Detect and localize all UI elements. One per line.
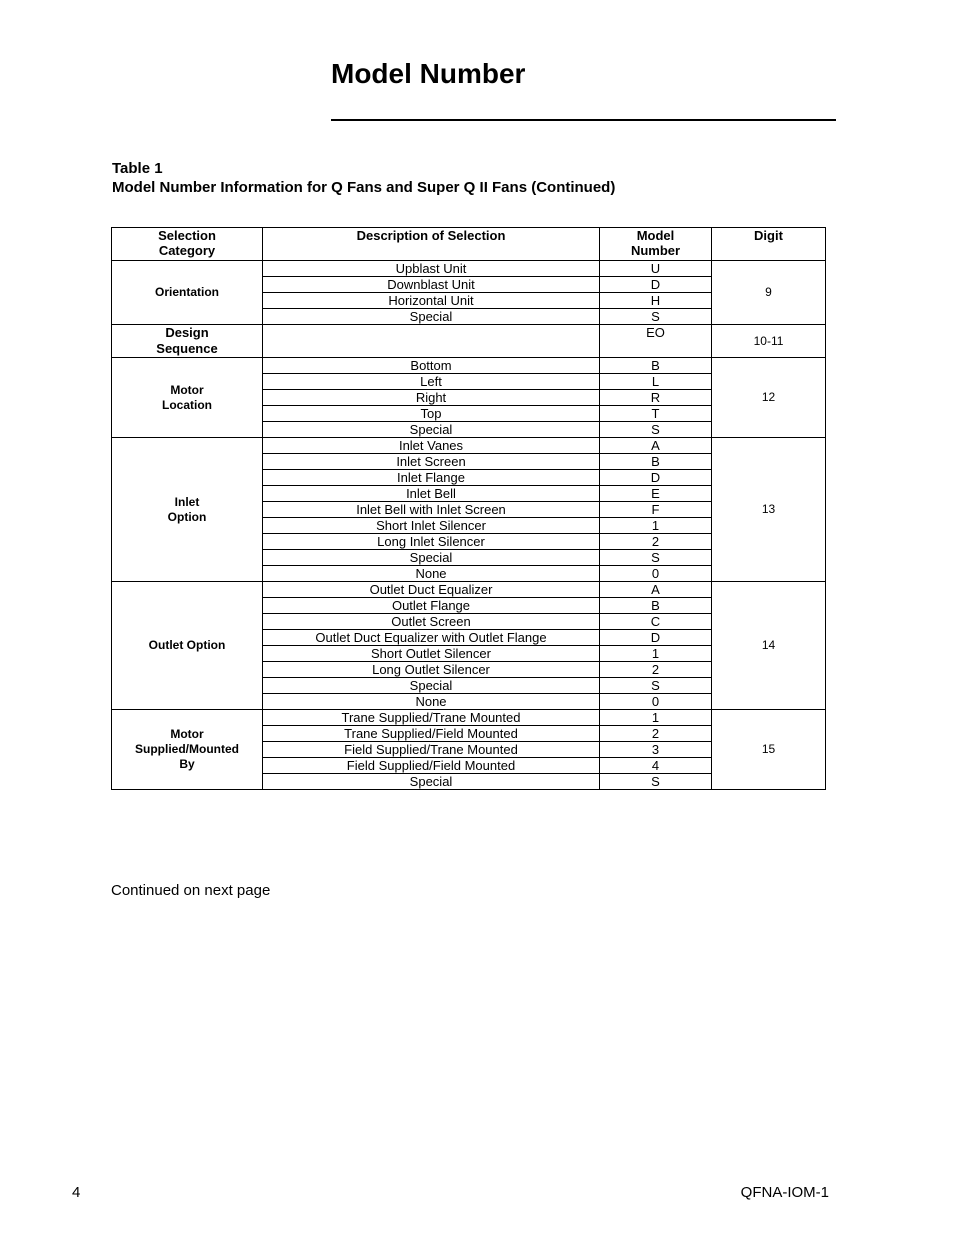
description-cell [263, 325, 600, 358]
model-code-cell: E [600, 486, 712, 502]
header-model-line: Model [636, 228, 675, 243]
description-cell: Outlet Duct Equalizer with Outlet Flange [263, 630, 600, 646]
table-label: Table 1 [112, 160, 163, 177]
model-code-cell: B [600, 358, 712, 374]
document-id: QFNA-IOM-1 [740, 1184, 829, 1201]
description-cell: Inlet Flange [263, 470, 600, 486]
model-code-cell: EO [600, 325, 712, 358]
category-line: Location [162, 397, 212, 412]
header-category-line: Selection [158, 228, 216, 243]
continued-note: Continued on next page [111, 882, 271, 899]
description-cell: Bottom [263, 358, 600, 374]
page-title: Model Number [331, 58, 526, 89]
model-code-cell: L [600, 374, 712, 390]
description-cell: Special [263, 678, 600, 694]
digit-cell: 13 [712, 438, 826, 582]
selection-category-cell [112, 710, 263, 790]
selection-category-cell [112, 261, 263, 325]
description-cell: Inlet Vanes [263, 438, 600, 454]
description-cell: Upblast Unit [263, 261, 600, 277]
header-selection-category [112, 228, 263, 261]
table-header-row [112, 228, 826, 261]
model-code-cell: 1 [600, 518, 712, 534]
description-cell: Special [263, 309, 600, 325]
table-row [112, 438, 826, 454]
category-line: Sequence [156, 341, 218, 356]
category-line: Supplied/Mounted [135, 742, 239, 756]
description-cell: Outlet Flange [263, 598, 600, 614]
description-cell: Top [263, 406, 600, 422]
description-cell: Field Supplied/Trane Mounted [263, 742, 600, 758]
category-line: Option [167, 509, 207, 524]
description-cell: Outlet Duct Equalizer [263, 582, 600, 598]
description-cell: Long Outlet Silencer [263, 662, 600, 678]
header-category-line: Category [158, 243, 216, 258]
description-cell: Short Inlet Silencer [263, 518, 600, 534]
model-code-cell: C [600, 614, 712, 630]
model-code-cell: F [600, 502, 712, 518]
category-line: Design [165, 325, 209, 340]
digit-cell: 14 [712, 582, 826, 710]
description-cell: None [263, 566, 600, 582]
table-row [112, 325, 826, 358]
description-cell: Downblast Unit [263, 277, 600, 293]
description-cell: Special [263, 774, 600, 790]
description-cell: Short Outlet Silencer [263, 646, 600, 662]
table-row [112, 710, 826, 726]
category-line: Motor [170, 382, 204, 397]
model-code-cell: H [600, 293, 712, 309]
category-line: By [179, 757, 195, 771]
category-line: Orientation [154, 285, 219, 299]
model-code-cell: S [600, 309, 712, 325]
model-code-cell: 1 [600, 646, 712, 662]
digit-cell: 10-11 [712, 325, 826, 358]
table-title: Model Number Information for Q Fans and Super Q II Fans (Continued) [112, 179, 616, 196]
selection-category-cell [112, 582, 263, 710]
description-cell: Special [263, 422, 600, 438]
model-code-cell: D [600, 630, 712, 646]
page-number: 4 [72, 1184, 81, 1201]
model-code-cell: S [600, 550, 712, 566]
model-code-cell: A [600, 438, 712, 454]
model-code-cell: 1 [600, 710, 712, 726]
digit-cell: 9 [712, 261, 826, 325]
header-description: Description of Selection [263, 228, 600, 261]
description-cell: Field Supplied/Field Mounted [263, 758, 600, 774]
table-row [112, 261, 826, 277]
header-model-line: Number [630, 243, 681, 258]
model-number-table [111, 227, 826, 790]
digit-cell: 12 [712, 358, 826, 438]
model-code-cell: T [600, 406, 712, 422]
model-code-cell: B [600, 598, 712, 614]
description-cell: Left [263, 374, 600, 390]
description-cell: Special [263, 550, 600, 566]
table-body [112, 261, 826, 790]
description-cell: Inlet Bell with Inlet Screen [263, 502, 600, 518]
description-cell: Trane Supplied/Trane Mounted [263, 710, 600, 726]
table-row [112, 358, 826, 374]
description-cell: Trane Supplied/Field Mounted [263, 726, 600, 742]
header-model-number [600, 228, 712, 261]
selection-category-cell [112, 325, 263, 358]
model-code-cell: 0 [600, 566, 712, 582]
description-cell: Long Inlet Silencer [263, 534, 600, 550]
model-code-cell: S [600, 774, 712, 790]
model-code-cell: D [600, 277, 712, 293]
description-cell: Inlet Screen [263, 454, 600, 470]
category-line: Motor [170, 727, 204, 741]
model-code-cell: S [600, 422, 712, 438]
description-cell: None [263, 694, 600, 710]
description-cell: Horizontal Unit [263, 293, 600, 309]
model-code-cell: 2 [600, 726, 712, 742]
digit-cell: 15 [712, 710, 826, 790]
category-line: Inlet [174, 494, 200, 509]
description-cell: Inlet Bell [263, 486, 600, 502]
model-code-cell: U [600, 261, 712, 277]
header-digit: Digit [712, 228, 826, 261]
model-code-cell: R [600, 390, 712, 406]
model-code-cell: 2 [600, 662, 712, 678]
model-code-cell: 2 [600, 534, 712, 550]
selection-category-cell [112, 358, 263, 438]
model-code-cell: 4 [600, 758, 712, 774]
model-code-cell: S [600, 678, 712, 694]
category-line: Outlet Option [148, 638, 226, 652]
model-code-cell: 3 [600, 742, 712, 758]
model-code-cell: D [600, 470, 712, 486]
selection-category-cell [112, 438, 263, 582]
table-row [112, 582, 826, 598]
model-code-cell: 0 [600, 694, 712, 710]
model-code-cell: B [600, 454, 712, 470]
title-rule [331, 119, 836, 121]
model-code-cell: A [600, 582, 712, 598]
description-cell: Right [263, 390, 600, 406]
description-cell: Outlet Screen [263, 614, 600, 630]
